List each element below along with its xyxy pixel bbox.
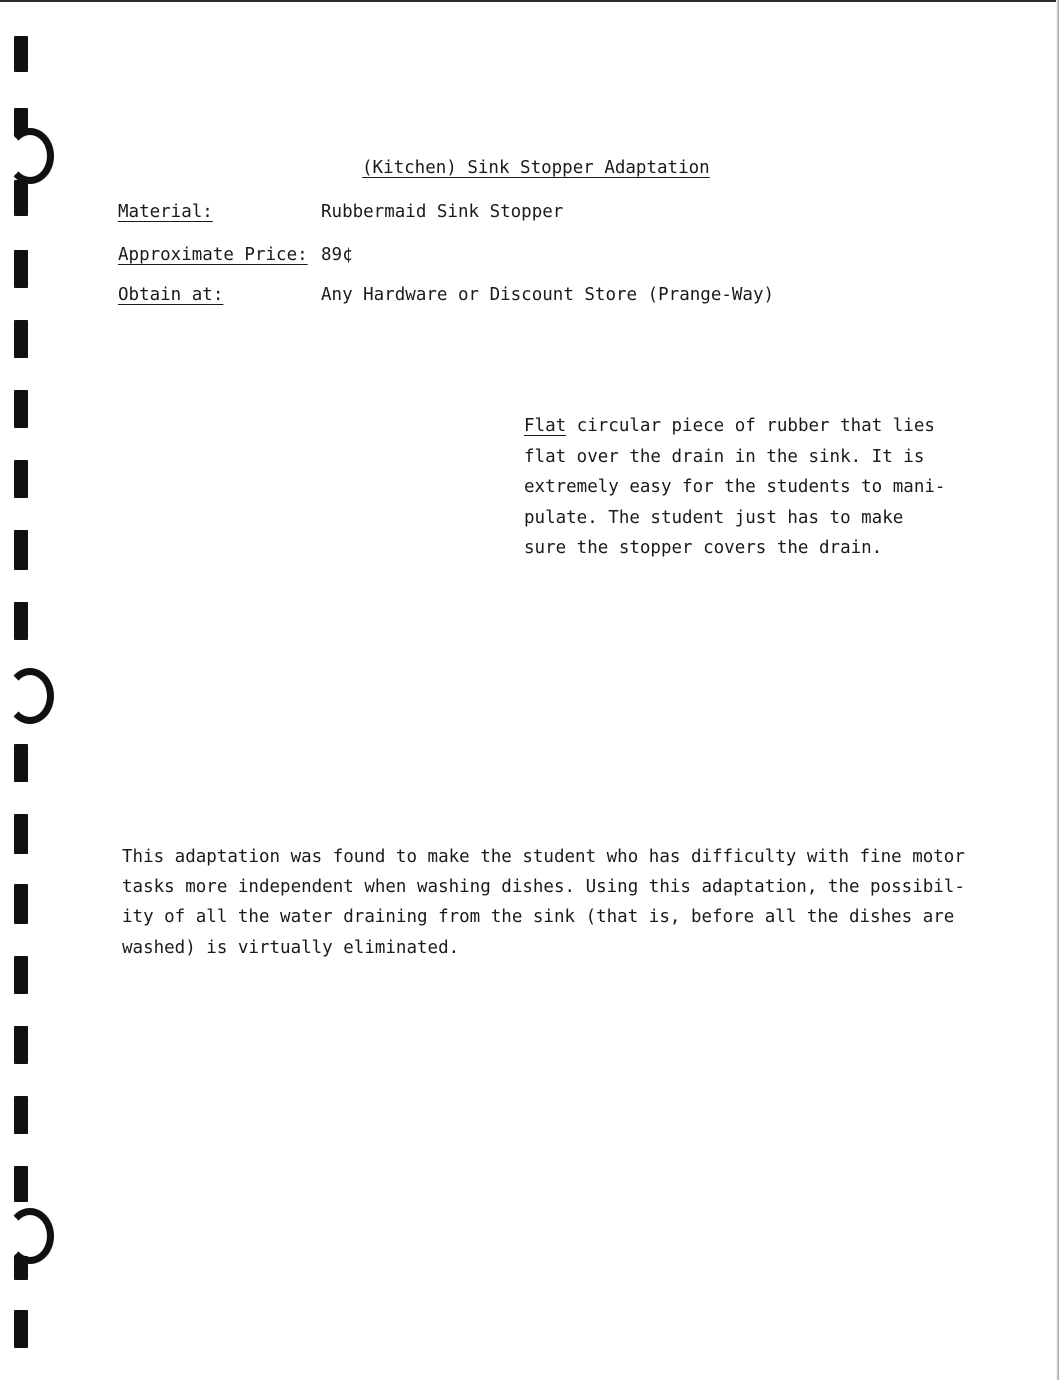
binder-bar — [14, 390, 28, 428]
summary-line: ity of all the water draining from the sink (that is, before all the dishes are — [122, 907, 955, 928]
binder-ring-hole-icon — [6, 668, 54, 724]
binder-bar — [14, 1026, 28, 1064]
binder-bar — [14, 1310, 28, 1348]
binder-bar — [14, 460, 28, 498]
binder-bar — [14, 36, 28, 72]
summary-line: washed) is virtually eliminated. — [122, 937, 460, 958]
binder-bar — [14, 744, 28, 782]
binder-bar — [14, 884, 28, 924]
binder-bar — [14, 320, 28, 358]
material-value: Rubbermaid Sink Stopper — [321, 202, 564, 222]
document-title: (Kitchen) Sink Stopper Adaptation — [362, 158, 710, 178]
description-line: flat over the drain in the sink. It is — [524, 446, 925, 467]
price-label-text: Approximate Price — [118, 245, 298, 265]
binder-bar — [14, 1256, 28, 1280]
description-emphasis-word: Flat — [524, 416, 567, 436]
description-line: sure the stopper covers the drain. — [524, 538, 883, 559]
binder-holes-strip — [0, 0, 70, 1380]
binder-bar — [14, 814, 28, 854]
description-line-text: circular piece of rubber that lies — [566, 416, 935, 436]
description-line: pulate. The student just has to make — [524, 507, 904, 528]
description-line — [524, 411, 944, 442]
binder-bar — [14, 250, 28, 288]
page-top-edge — [0, 0, 1059, 2]
material-label: Material: — [118, 202, 213, 222]
description-paragraph — [524, 411, 944, 564]
binder-bar — [14, 180, 28, 216]
price-label: Approximate Price: — [118, 245, 308, 265]
obtain-at-label: Obtain at: — [118, 285, 224, 305]
obtain-at-label-text: Obtain at — [118, 285, 213, 305]
summary-line: This adaptation was found to make the student who has difficulty with fine motor — [122, 847, 965, 867]
obtain-at-value: Any Hardware or Discount Store (Prange-Way) — [321, 285, 775, 305]
binder-bar — [14, 602, 28, 640]
price-value: 89¢ — [321, 245, 353, 265]
binder-bar — [14, 1166, 28, 1202]
binder-bar — [14, 530, 28, 570]
summary-paragraph — [122, 842, 965, 963]
binder-ring-hole-icon — [6, 128, 54, 184]
binder-bar — [14, 1096, 28, 1134]
binder-bar — [14, 956, 28, 994]
summary-line: tasks more independent when washing dishes. Using this adaptation, the possibil- — [122, 877, 965, 898]
description-line: extremely easy for the students to mani- — [524, 477, 946, 498]
material-label-text: Material — [118, 202, 203, 222]
